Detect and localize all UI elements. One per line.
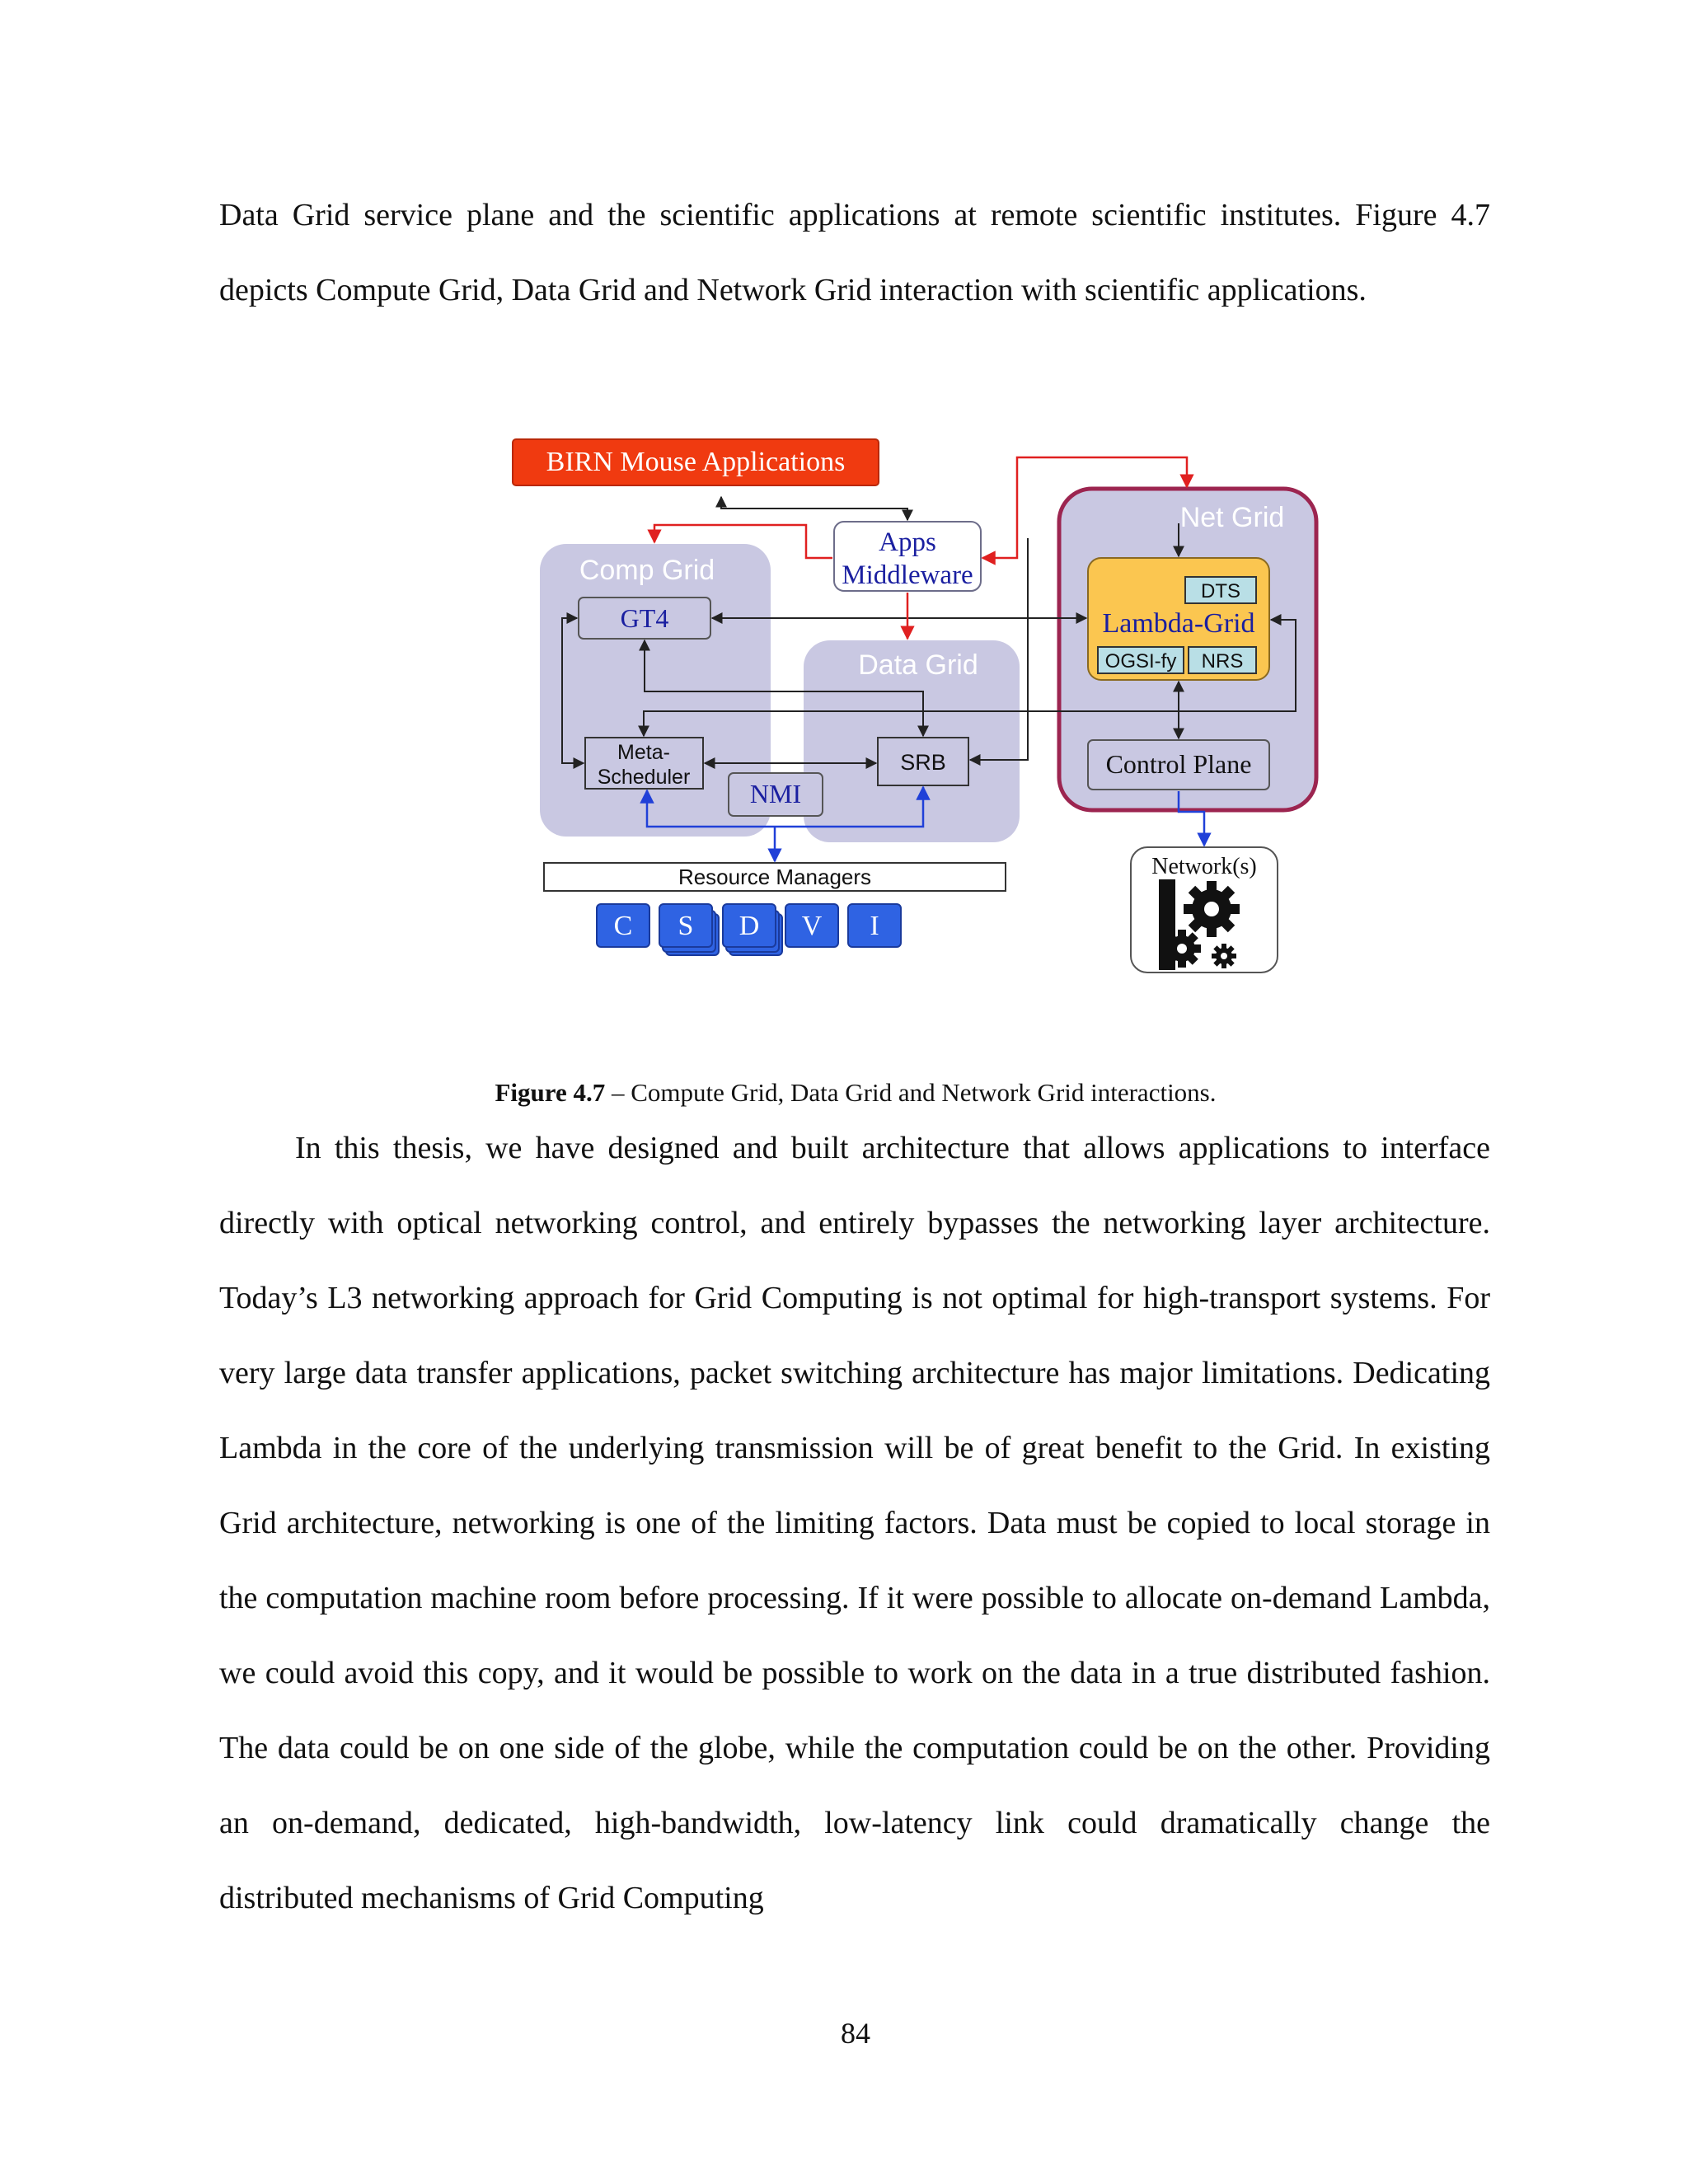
resource-tile-v — [785, 904, 838, 947]
resource-label-i: I — [870, 911, 879, 941]
gt4-label: GT4 — [620, 603, 669, 633]
meta-label-line1: Meta- — [617, 741, 670, 764]
resource-tile-c — [597, 904, 649, 947]
connector-birn-apps — [721, 497, 907, 520]
architecture-diagram — [420, 375, 1360, 1018]
resource-tile-s — [659, 904, 712, 947]
srb-label: SRB — [900, 750, 946, 775]
comp-grid-label: Comp Grid — [579, 555, 715, 586]
body-paragraph-top: Data Grid service plane and the scientific applications at remote scientific institutes. Figure 4.7 depicts Compute Grid, Data Grid and Network Grid interaction with scientific applications. — [219, 198, 1490, 307]
resource-managers-label: Resource Managers — [678, 865, 872, 889]
figure-grid-interactions — [420, 375, 1360, 1018]
ogsi-label: OGSI-fy — [1104, 650, 1177, 673]
nmi-label: NMI — [749, 779, 802, 808]
data-grid-label: Data Grid — [858, 649, 978, 681]
body-paragraph-bottom — [219, 1111, 1490, 1936]
resource-label-c: C — [613, 911, 633, 941]
figure-caption-label: Figure 4.7 — [495, 1078, 606, 1107]
apps-label-line2: Middleware — [842, 560, 973, 590]
control-plane-label: Control Plane — [1105, 749, 1252, 779]
resource-label-d: D — [738, 911, 760, 941]
figure-caption-text: – Compute Grid, Data Grid and Network Grid interactions. — [605, 1078, 1217, 1107]
meta-label-line2: Scheduler — [597, 766, 691, 789]
gear-icon-large — [1184, 881, 1240, 937]
birn-label: BIRN Mouse Applications — [546, 447, 846, 477]
lambda-grid-label: Lambda-Grid — [1102, 608, 1255, 639]
figure-caption — [0, 1076, 1688, 1109]
resource-label-s: S — [678, 911, 694, 941]
nrs-label: NRS — [1201, 650, 1244, 673]
dts-label: DTS — [1201, 580, 1240, 602]
apps-label-line1: Apps — [879, 527, 936, 557]
resource-tile-d — [723, 904, 776, 947]
resource-label-v: V — [801, 911, 823, 941]
body-paragraph-bottom-text: In this thesis, we have designed and built architecture that allows applications to interface directly with optical networking control, and entirely bypasses the networking layer architecture. Today’s L3 networking approach for Grid Computing is not optimal for high-transport systems. For very large data transfer applications, packet switching architecture has major limitations. Dedicating Lambda in the core of the underlying transmission will be of great benefit to the Grid. In existing Grid architecture, networking is one of the limiting factors. Data must be copied to local storage in the computation machine room before processing. If it were possible to allocate on-demand Lambda, we could avoid this copy, and it would be possible to work on the data in a true distributed fashion. The data could be on one side of the globe, while the computation could be on the other. Providing an on-demand, dedicated, high-bandwidth, low-latency link could dramatically change the distributed mechanisms of Grid Computing — [219, 1131, 1490, 1915]
gear-icon-small — [1163, 930, 1201, 968]
gear-icon-tiny — [1212, 944, 1236, 968]
resource-tile-i — [848, 904, 901, 947]
page-number: 84 — [841, 2017, 870, 2050]
networks-label: Network(s) — [1151, 854, 1257, 879]
net-grid-label: Net Grid — [1179, 502, 1285, 533]
